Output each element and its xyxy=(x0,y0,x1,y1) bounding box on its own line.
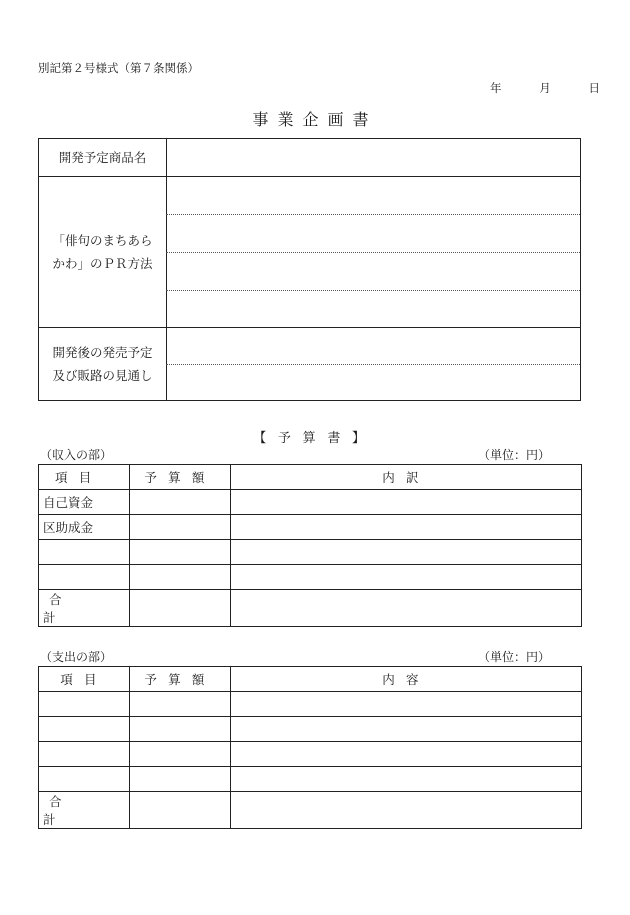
expense-total-amount-cell[interactable] xyxy=(130,792,231,829)
pr-method-line-2[interactable] xyxy=(167,215,580,252)
table-row xyxy=(39,767,582,792)
document-title: 事業企画書 xyxy=(252,110,378,129)
plan-table xyxy=(38,138,581,401)
expense-item-cell[interactable] xyxy=(39,692,130,717)
income-header-row xyxy=(39,465,582,490)
table-row xyxy=(39,490,582,515)
pr-method-line-3[interactable] xyxy=(167,253,580,290)
income-section-label: （収入の部） xyxy=(40,448,113,462)
expense-header-item: 項目 xyxy=(39,667,130,692)
product-name-field[interactable] xyxy=(167,139,580,176)
expense-item-cell[interactable] xyxy=(39,717,130,742)
expense-table xyxy=(38,666,582,829)
income-detail-cell[interactable] xyxy=(231,540,582,565)
income-detail-cell[interactable] xyxy=(231,515,582,540)
expense-detail-cell[interactable] xyxy=(231,717,582,742)
income-total-label: 合計 xyxy=(39,590,130,627)
income-header-item: 項目 xyxy=(39,465,130,490)
table-row xyxy=(39,742,582,767)
income-amount-cell[interactable] xyxy=(130,565,231,590)
product-name-label: 開発予定商品名 xyxy=(58,150,147,165)
expense-amount-cell[interactable] xyxy=(130,767,231,792)
income-detail-cell[interactable] xyxy=(231,490,582,515)
date-month-label: 月 xyxy=(539,81,551,95)
date-year-label: 年 xyxy=(490,81,502,95)
table-row xyxy=(39,540,582,565)
pr-method-label: 「俳句のまちあら かわ」のＰＲ方法 xyxy=(52,232,153,271)
date-day-label: 日 xyxy=(588,81,600,95)
expense-total-label: 合計 xyxy=(39,792,130,829)
pr-method-line-4[interactable] xyxy=(167,291,580,327)
income-amount-cell[interactable] xyxy=(130,515,231,540)
income-total-row xyxy=(39,590,582,627)
income-item-cell[interactable] xyxy=(39,565,130,590)
expense-detail-cell[interactable] xyxy=(231,692,582,717)
table-row xyxy=(39,692,582,717)
table-row xyxy=(39,717,582,742)
expense-detail-cell[interactable] xyxy=(231,742,582,767)
expense-total-row xyxy=(39,792,582,829)
expense-header-amount: 予算額 xyxy=(130,667,231,692)
income-item-cell[interactable] xyxy=(39,540,130,565)
date-line xyxy=(490,80,600,96)
income-total-detail-cell[interactable] xyxy=(231,590,582,627)
income-total-amount-cell[interactable] xyxy=(130,590,231,627)
sales-outlook-line-1[interactable] xyxy=(167,328,580,364)
expense-header-detail: 内容 xyxy=(231,667,582,692)
expense-item-cell[interactable] xyxy=(39,767,130,792)
income-unit-label: （単位：円） xyxy=(478,448,551,462)
income-detail-cell[interactable] xyxy=(231,565,582,590)
expense-detail-cell[interactable] xyxy=(231,767,582,792)
expense-amount-cell[interactable] xyxy=(130,692,231,717)
income-table xyxy=(38,464,582,627)
expense-total-detail-cell[interactable] xyxy=(231,792,582,829)
income-amount-cell[interactable] xyxy=(130,540,231,565)
income-item-cell[interactable]: 自己資金 xyxy=(39,490,130,515)
table-row xyxy=(39,565,582,590)
expense-item-cell[interactable] xyxy=(39,742,130,767)
pr-method-line-1[interactable] xyxy=(167,177,580,214)
expense-amount-cell[interactable] xyxy=(130,717,231,742)
expense-unit-label: （単位：円） xyxy=(478,650,551,664)
income-amount-cell[interactable] xyxy=(130,490,231,515)
income-header-amount: 予算額 xyxy=(130,465,231,490)
sales-outlook-line-2[interactable] xyxy=(167,365,580,400)
expense-header-row xyxy=(39,667,582,692)
form-number-label: 別記第２号様式（第７条関係） xyxy=(38,61,199,75)
expense-section-label: （支出の部） xyxy=(40,650,113,664)
income-item-cell[interactable]: 区助成金 xyxy=(39,515,130,540)
expense-amount-cell[interactable] xyxy=(130,742,231,767)
table-row xyxy=(39,515,582,540)
income-header-detail: 内訳 xyxy=(231,465,582,490)
sales-outlook-label: 開発後の発売予定 及び販路の見通し xyxy=(52,344,153,383)
budget-title: 【予算書】 xyxy=(253,431,377,446)
